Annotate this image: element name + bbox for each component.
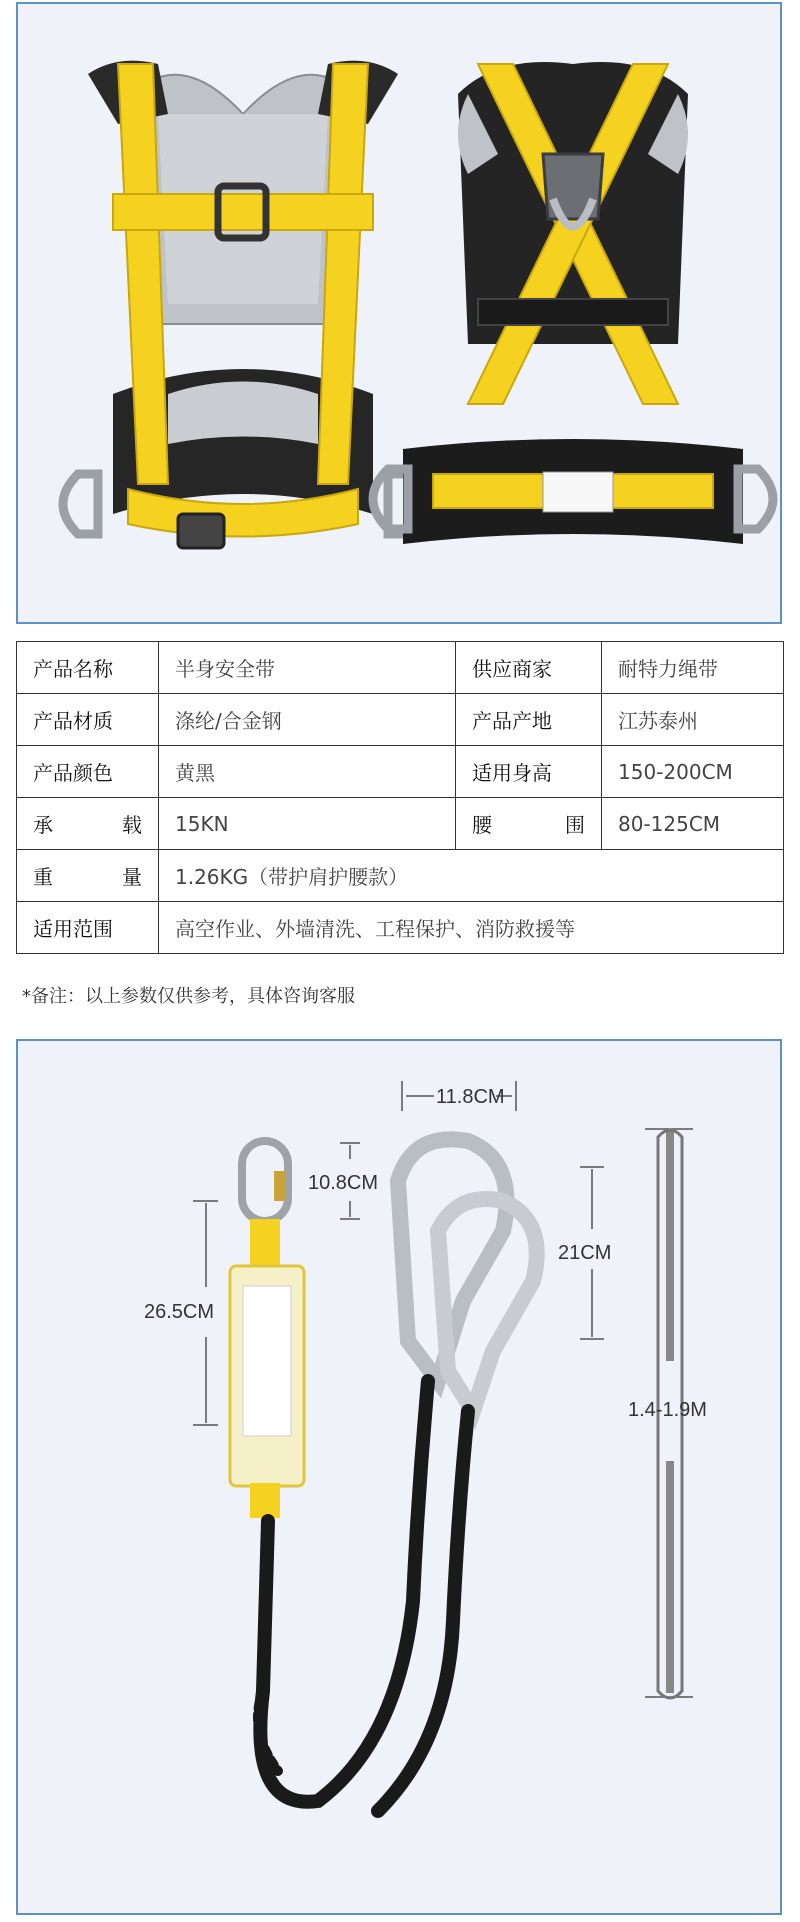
back-harness	[373, 62, 773, 544]
spec-value: 涤纶/合金钢	[159, 694, 456, 746]
scaffold-hooks-icon	[398, 1139, 537, 1411]
harness-illustration	[18, 4, 782, 624]
table-row	[17, 746, 784, 798]
spec-key-load	[17, 798, 159, 850]
spec-key-char: 腰	[472, 813, 492, 837]
lanyard-illustration	[18, 1041, 782, 1915]
harness-photo-panel	[16, 2, 782, 624]
spec-key: 适用范围	[17, 902, 159, 954]
spec-key: 产品颜色	[17, 746, 159, 798]
spec-key-waist	[456, 798, 602, 850]
table-row	[17, 850, 784, 902]
spec-key: 供应商家	[456, 642, 602, 694]
absorber-length-label: 26.5CM	[144, 1301, 215, 1323]
carabiner-height-label: 10.8CM	[308, 1172, 379, 1194]
spec-value: 黄黑	[159, 746, 456, 798]
table-row	[17, 642, 784, 694]
spec-value: 高空作业、外墙清洗、工程保护、消防救援等	[159, 902, 784, 954]
carabiner-icon	[242, 1141, 288, 1221]
spec-value: 80-125CM	[602, 798, 784, 850]
spec-value: 耐特力绳带	[602, 642, 784, 694]
shock-absorber-icon	[230, 1219, 304, 1518]
spec-key: 产品材质	[17, 694, 159, 746]
spec-key: 适用身高	[456, 746, 602, 798]
table-row	[17, 798, 784, 850]
table-row	[17, 902, 784, 954]
spec-key-char: 重	[33, 865, 53, 889]
spec-value: 1.26KG（带护肩护腰款）	[159, 850, 784, 902]
front-harness	[63, 61, 423, 548]
spec-key-char: 量	[122, 865, 142, 889]
spec-value: 150-200CM	[602, 746, 784, 798]
spec-table	[16, 641, 784, 954]
lanyard-length-label: 1.4-1.9M	[628, 1399, 707, 1421]
spec-key: 产品名称	[17, 642, 159, 694]
spec-value: 15KN	[159, 798, 456, 850]
hook-width-label: 11.8CM	[436, 1086, 505, 1108]
lanyard-photo-panel	[16, 1039, 782, 1915]
spec-key: 产品产地	[456, 694, 602, 746]
spec-key-char: 载	[122, 813, 142, 837]
spec-key-char: 承	[33, 813, 53, 837]
note-text: *备注：以上参数仅供参考，具体咨询客服	[22, 986, 355, 1007]
spec-value: 半身安全带	[159, 642, 456, 694]
table-row	[17, 694, 784, 746]
spec-key-char: 围	[565, 813, 585, 837]
spec-key-weight	[17, 850, 159, 902]
hook-height-label: 21CM	[558, 1242, 612, 1264]
spec-value: 江苏泰州	[602, 694, 784, 746]
